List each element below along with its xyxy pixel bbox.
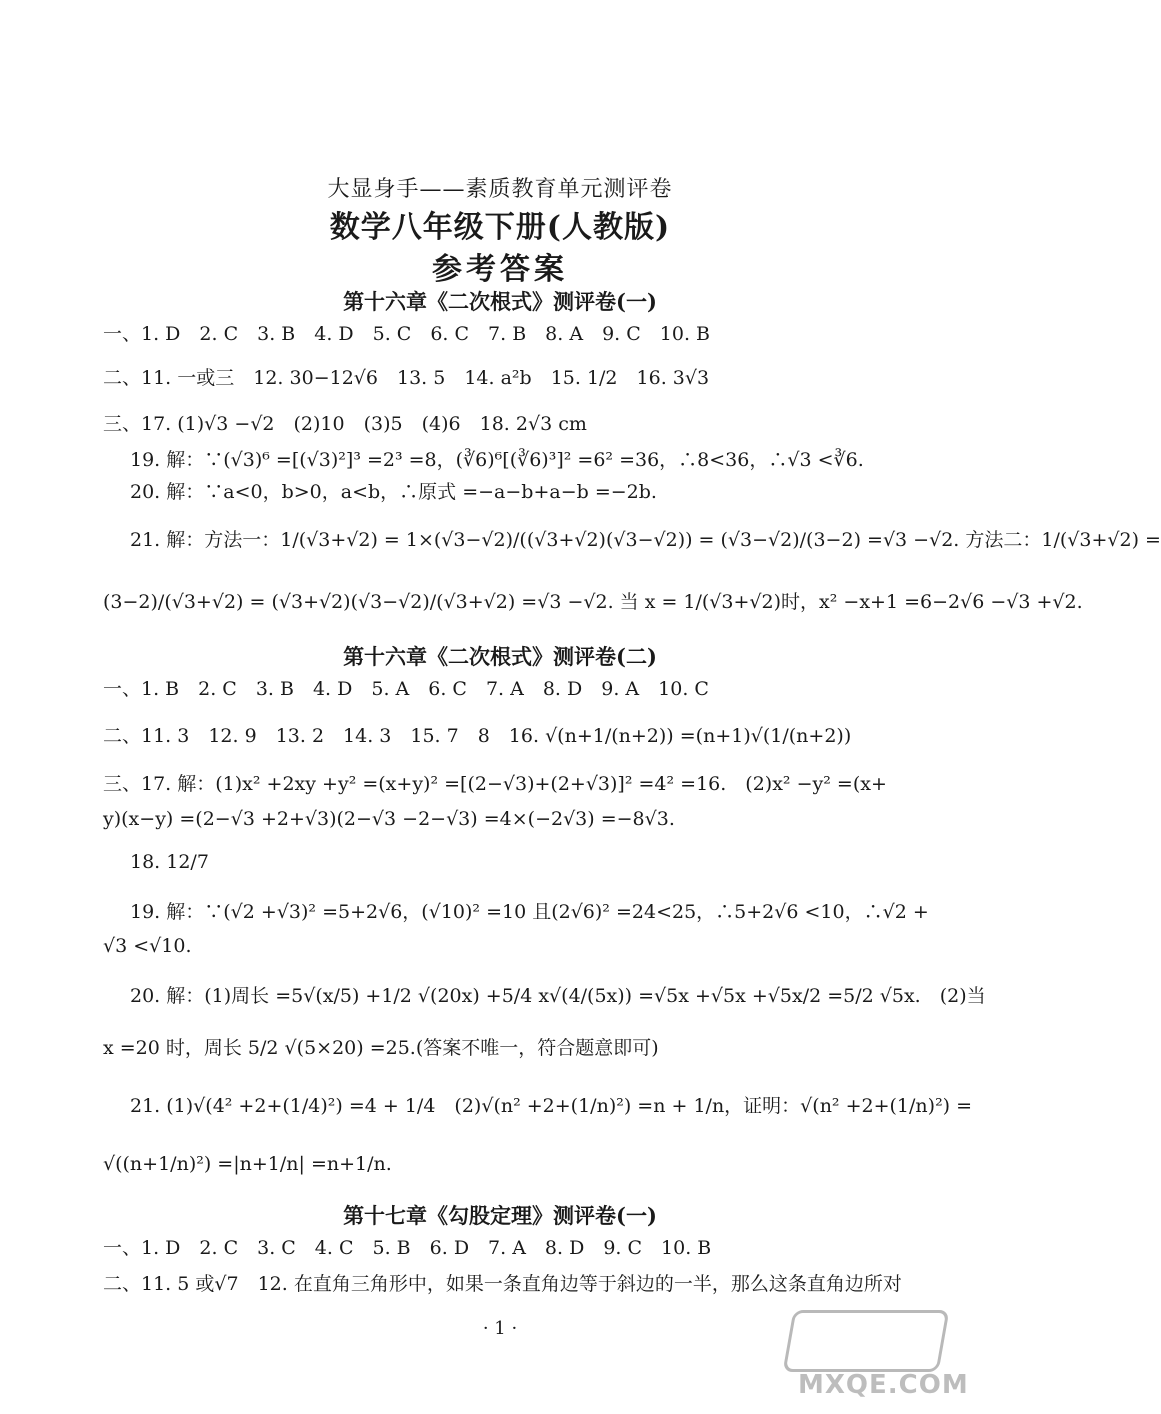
answer-line: y)(x−y) =(2−√3 +2+√3)(2−√3 −2−√3) =4×(−2√3) =−8√3. xyxy=(103,808,675,830)
answer-line: 20. 解：(1)周长 =5√(x/5) +1/2 √(20x) +5/4 x√(4/(5x)) =√5x +√5x +√5x/2 =5/2 √5x. (2)当 xyxy=(130,985,986,1007)
answer-line: √3 <√10. xyxy=(103,935,192,957)
chapter-heading: 第十七章《勾股定理》测评卷(一) xyxy=(343,1203,657,1228)
watermark-logo xyxy=(788,1310,978,1402)
answer-line: 三、17. 解：(1)x² +2xy +y² =(x+y)² =[(2−√3)+(2+√3)]² =4² =16. (2)x² −y² =(x+ xyxy=(103,773,887,795)
answer-line: 一、1. D 2. C 3. C 4. C 5. B 6. D 7. A 8. D 9. C 10. B xyxy=(103,1237,712,1259)
answer-line: 三、17. (1)√3 −√2 (2)10 (3)5 (4)6 18. 2√3 cm xyxy=(103,413,587,435)
answer-line: 18. 12/7 xyxy=(130,851,209,873)
answer-key-title: 参考答案 xyxy=(432,252,568,287)
chapter-heading: 第十六章《二次根式》测评卷(二) xyxy=(343,644,657,669)
watermark-frame xyxy=(783,1310,950,1372)
answer-line: 19. 解：∵(√3)⁶ =[(√3)²]³ =2³ =8，(∛6)⁶[(∛6)³]² =6² =36，∴8<36，∴√3 <∛6. xyxy=(130,449,864,471)
answer-line: √((n+1/n)²) =|n+1/n| =n+1/n. xyxy=(103,1153,392,1175)
chapter-heading: 第十六章《二次根式》测评卷(一) xyxy=(343,289,657,314)
answer-line: 一、1. D 2. C 3. B 4. D 5. C 6. C 7. B 8. A 9. C 10. B xyxy=(103,323,710,345)
answer-line: 二、11. 5 或√7 12. 在直角三角形中，如果一条直角边等于斜边的一半，那么这条直角边所对 xyxy=(103,1273,902,1295)
answer-line: 21. (1)√(4² +2+(1/4)²) =4 + 1/4 (2)√(n² +2+(1/n)²) =n + 1/n，证明：√(n² +2+(1/n)²) = xyxy=(130,1095,973,1117)
answer-line: 21. 解：方法一：1/(√3+√2) = 1×(√3−√2)/((√3+√2)(√3−√2)) = (√3−√2)/(3−2) =√3 −√2. 方法二：1/(√3+√2) = xyxy=(130,529,1161,551)
answer-line: x =20 时，周长 5/2 √(5×20) =25.(答案不唯一，符合题意即可) xyxy=(103,1037,659,1059)
book-title: 数学八年级下册(人教版) xyxy=(329,210,671,245)
answer-line: 二、11. 一或三 12. 30−12√6 13. 5 14. a²b 15. 1/2 16. 3√3 xyxy=(103,367,710,389)
answer-line: 19. 解：∵(√2 +√3)² =5+2√6，(√10)² =10 且(2√6)² =24<25，∴5+2√6 <10，∴√2 + xyxy=(130,901,929,923)
watermark-text: MXQE.COM xyxy=(798,1370,969,1400)
answer-line: 一、1. B 2. C 3. B 4. D 5. A 6. C 7. A 8. D 9. A 10. C xyxy=(103,678,709,700)
series-title: 大显身手——素质教育单元测评卷 xyxy=(327,177,673,202)
answer-line: 20. 解：∵a<0，b>0，a<b，∴原式 =−a−b+a−b =−2b. xyxy=(130,481,657,503)
answer-line: 二、11. 3 12. 9 13. 2 14. 3 15. 7 8 16. √(n+1/(n+2)) =(n+1)√(1/(n+2)) xyxy=(103,725,852,747)
page-number: · 1 · xyxy=(482,1318,518,1339)
answer-line: (3−2)/(√3+√2) = (√3+√2)(√3−√2)/(√3+√2) =√3 −√2. 当 x = 1/(√3+√2)时，x² −x+1 =6−2√6 −√3 +√2. xyxy=(103,591,1083,613)
